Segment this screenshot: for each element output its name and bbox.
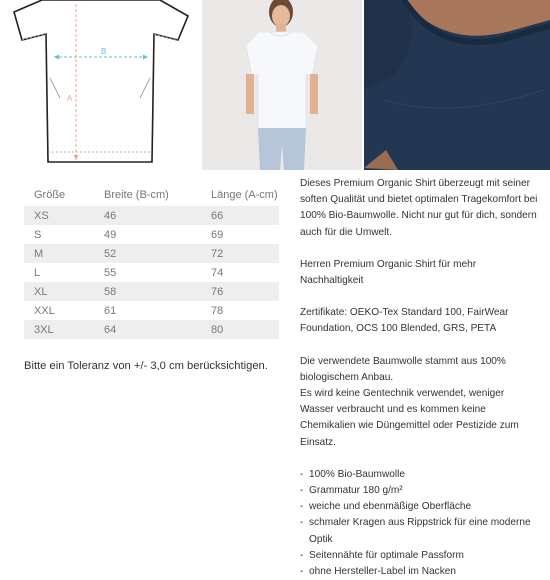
- width-cell: 52: [104, 247, 117, 260]
- table-row: [24, 225, 279, 244]
- size-cell: S: [34, 228, 42, 241]
- table-row: [24, 244, 279, 263]
- width-cell: 49: [104, 228, 117, 241]
- list-item: - weiche und ebenmäßige Oberfläche: [300, 499, 540, 515]
- length-cell: 80: [211, 323, 224, 336]
- size-cell: XL: [34, 285, 48, 298]
- length-cell: 69: [211, 228, 224, 241]
- size-cell: 3XL: [34, 323, 54, 336]
- model-photo-front: [202, 0, 362, 170]
- length-cell: 78: [211, 304, 224, 317]
- size-cell: XS: [34, 209, 49, 222]
- length-cell: 76: [211, 285, 224, 298]
- description-cotton: Die verwendete Baumwolle stammt aus 100% biologischem Anbau. Es wird keine Gentechnik verwendet, weniger Wasser verbraucht und es kommen keine Chemikalien wie Düngemittel oder Pestizide zum Einsatz.: [300, 355, 519, 448]
- description-certificates: Zertifikate: OEKO-Tex Standard 100, FairWear Foundation, OCS 100 Blended, GRS, PETA: [300, 307, 509, 335]
- header-width: Breite (B-cm): [104, 189, 169, 201]
- width-cell: 55: [104, 266, 117, 279]
- feature-list: [300, 467, 540, 580]
- list-item: - ohne Hersteller-Label im Nacken: [300, 564, 540, 580]
- table-row: [24, 320, 279, 339]
- length-cell: 74: [211, 266, 224, 279]
- list-item: - schmaler Kragen aus Rippstrick für eine moderne Optik: [300, 515, 540, 547]
- width-cell: 46: [104, 209, 117, 222]
- size-table: [24, 184, 279, 339]
- fabric-closeup-photo: [364, 0, 550, 170]
- size-table-header: [24, 184, 279, 206]
- list-item: - Seitennähte für optimale Passform: [300, 548, 540, 564]
- tolerance-note: Bitte ein Toleranz von +/- 3,0 cm berücksichtigen.: [24, 360, 268, 372]
- header-length: Länge (A-cm): [211, 189, 278, 201]
- product-description: [300, 176, 540, 580]
- size-cell: L: [34, 266, 41, 279]
- label-b: B: [101, 47, 107, 56]
- table-row: [24, 282, 279, 301]
- length-cell: 66: [211, 209, 224, 222]
- list-item: - 100% Bio-Baumwolle: [300, 467, 540, 483]
- length-cell: 72: [211, 247, 224, 260]
- table-row: [24, 263, 279, 282]
- label-a: A: [67, 94, 73, 103]
- width-cell: 64: [104, 323, 117, 336]
- description-tagline: Herren Premium Organic Shirt für mehr Nachhaltigkeit: [300, 258, 477, 287]
- description-intro: Dieses Premium Organic Shirt überzeugt mit seiner soften Qualität und bietet optimalen Tragekomfort bei 100% Bio-Baumwolle. Nicht nur gut für dich, sondern auch für die Umwelt.: [300, 178, 538, 238]
- size-cell: XXL: [34, 304, 55, 317]
- width-cell: 61: [104, 304, 117, 317]
- width-cell: 58: [104, 285, 117, 298]
- list-item: - Grammatur 180 g/m²: [300, 483, 540, 499]
- product-image-row: [0, 0, 550, 170]
- size-cell: M: [34, 247, 44, 260]
- size-diagram: [0, 0, 200, 170]
- table-row: [24, 206, 279, 225]
- table-row: [24, 301, 279, 320]
- header-size: Größe: [34, 189, 66, 201]
